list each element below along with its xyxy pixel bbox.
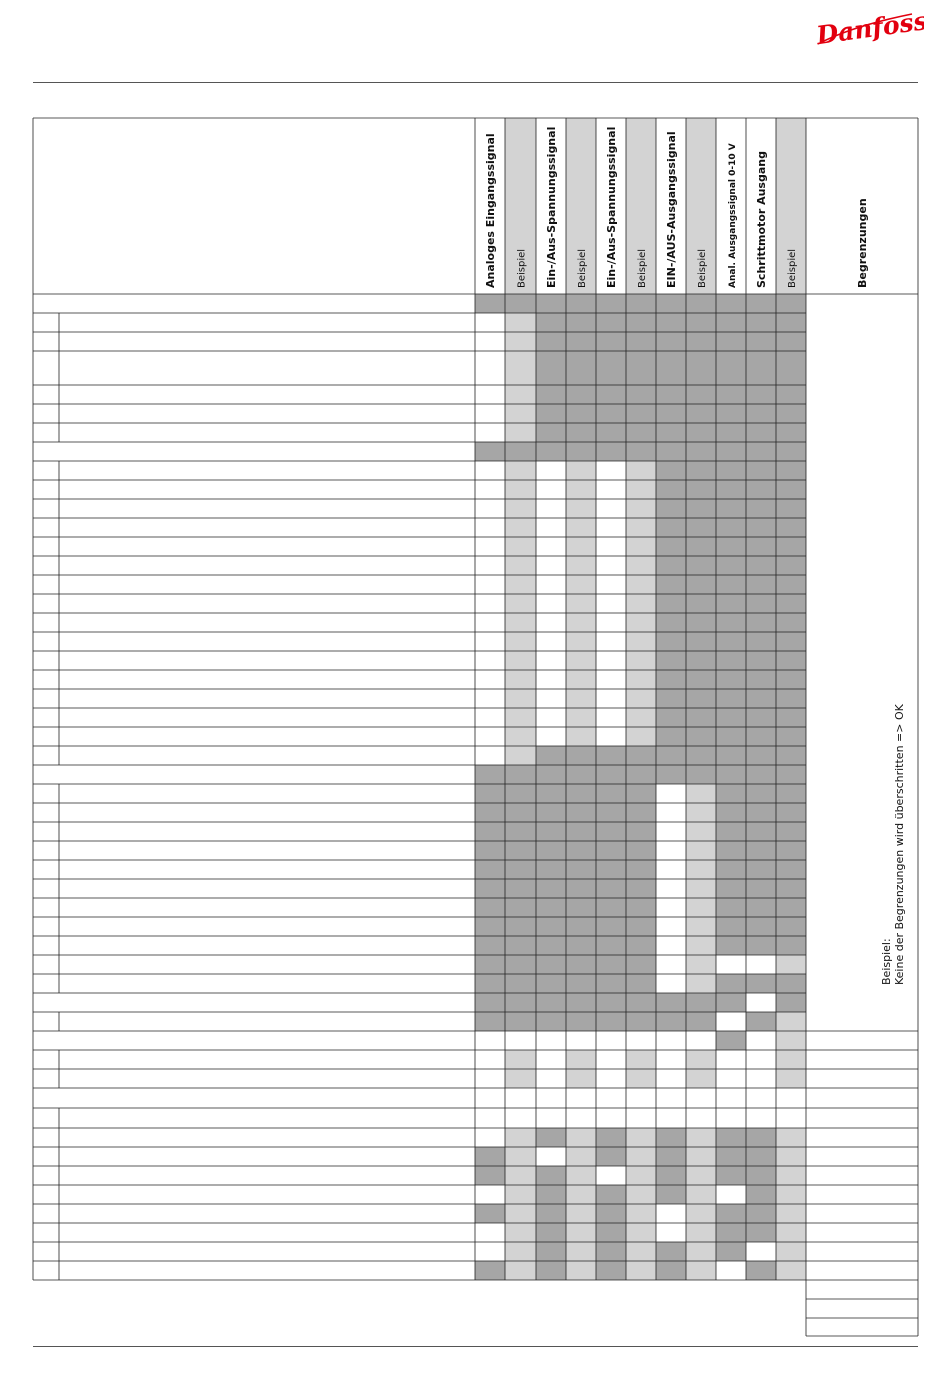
example-cell bbox=[626, 499, 656, 518]
example-cell bbox=[505, 689, 536, 708]
matrix-cell bbox=[505, 1166, 536, 1185]
example-cell bbox=[566, 461, 596, 480]
example-cell bbox=[566, 708, 596, 727]
shaded-region bbox=[656, 442, 806, 765]
example-cell bbox=[686, 860, 716, 879]
example-cell bbox=[505, 575, 536, 594]
column-header-1: Analoges Eingangssignal bbox=[484, 133, 497, 288]
matrix-cell bbox=[475, 1242, 505, 1261]
example-cell bbox=[686, 974, 716, 993]
example-cell bbox=[505, 746, 536, 765]
matrix-cell bbox=[686, 1261, 716, 1280]
example-cell bbox=[505, 594, 536, 613]
matrix-cell bbox=[776, 1185, 806, 1204]
example-cell bbox=[686, 898, 716, 917]
matrix-cell bbox=[626, 1147, 656, 1166]
matrix-cell bbox=[505, 1242, 536, 1261]
example-cell bbox=[686, 1050, 716, 1069]
example-cell bbox=[686, 936, 716, 955]
matrix-cell bbox=[536, 1128, 566, 1147]
column-header-11: Beispiel bbox=[787, 248, 798, 288]
example-cell bbox=[566, 499, 596, 518]
example-cell bbox=[626, 689, 656, 708]
example-cell bbox=[566, 632, 596, 651]
matrix-cell bbox=[626, 1166, 656, 1185]
matrix-cell bbox=[656, 1261, 686, 1280]
matrix-cell bbox=[596, 1204, 626, 1223]
matrix-cell bbox=[626, 1223, 656, 1242]
example-cell bbox=[686, 955, 716, 974]
column-header-6: Beispiel bbox=[637, 248, 648, 288]
column-header-3: Ein-/Aus-Spannungssignal bbox=[545, 126, 558, 288]
matrix-cell bbox=[776, 1147, 806, 1166]
matrix-cell bbox=[746, 1185, 776, 1204]
column-header-8: Beispiel bbox=[697, 248, 708, 288]
cell bbox=[716, 993, 746, 1012]
matrix-cell bbox=[596, 1185, 626, 1204]
example-cell bbox=[626, 461, 656, 480]
cell bbox=[746, 1031, 776, 1050]
example-cell bbox=[566, 670, 596, 689]
matrix-cell bbox=[536, 1185, 566, 1204]
example-cell bbox=[505, 613, 536, 632]
example-cell bbox=[626, 632, 656, 651]
matrix-cell bbox=[475, 1128, 505, 1147]
matrix-cell bbox=[596, 1223, 626, 1242]
matrix-cell bbox=[566, 1147, 596, 1166]
matrix-cell bbox=[505, 1185, 536, 1204]
matrix-cell bbox=[686, 1166, 716, 1185]
example-cell bbox=[626, 575, 656, 594]
example-cell bbox=[566, 651, 596, 670]
cell bbox=[776, 993, 806, 1012]
matrix-cell bbox=[746, 1204, 776, 1223]
column-header-9: Anal. Ausgangssignal 0-10 V bbox=[728, 143, 738, 288]
logo-text: Danfoss bbox=[814, 6, 924, 50]
cell bbox=[776, 1031, 806, 1050]
matrix-cell bbox=[716, 1223, 746, 1242]
example-cell bbox=[566, 594, 596, 613]
example-cell bbox=[505, 423, 536, 442]
example-cell bbox=[566, 575, 596, 594]
matrix-cell bbox=[566, 1128, 596, 1147]
example-cell bbox=[505, 556, 536, 575]
matrix-cell bbox=[716, 1128, 746, 1147]
matrix-cell bbox=[505, 1128, 536, 1147]
column-header-2: Beispiel bbox=[516, 248, 528, 288]
matrix-cell bbox=[686, 1185, 716, 1204]
matrix-cell bbox=[566, 1166, 596, 1185]
example-cell bbox=[505, 708, 536, 727]
matrix-cell bbox=[626, 1185, 656, 1204]
matrix-cell bbox=[686, 1128, 716, 1147]
matrix-cell bbox=[776, 1128, 806, 1147]
example-cell bbox=[505, 480, 536, 499]
matrix-cell bbox=[656, 1242, 686, 1261]
example-cell bbox=[626, 480, 656, 499]
matrix-cell bbox=[505, 1261, 536, 1280]
example-cell bbox=[686, 803, 716, 822]
column-header-10: Schrittmotor Ausgang bbox=[755, 151, 768, 288]
matrix-cell bbox=[656, 1204, 686, 1223]
matrix-cell bbox=[716, 1185, 746, 1204]
example-cell bbox=[626, 537, 656, 556]
matrix-cell bbox=[536, 1261, 566, 1280]
matrix-cell bbox=[746, 1261, 776, 1280]
column-header-5: Ein-/Aus-Spannungssignal bbox=[605, 126, 618, 288]
example-cell bbox=[686, 822, 716, 841]
matrix-cell bbox=[566, 1223, 596, 1242]
example-cell bbox=[566, 1069, 596, 1088]
matrix-cell bbox=[626, 1242, 656, 1261]
example-cell bbox=[686, 1069, 716, 1088]
matrix-cell bbox=[566, 1261, 596, 1280]
example-cell bbox=[566, 537, 596, 556]
cell bbox=[776, 955, 806, 974]
matrix-cell bbox=[566, 1204, 596, 1223]
matrix-cell bbox=[776, 1261, 806, 1280]
shaded-region bbox=[536, 294, 806, 442]
matrix-cell bbox=[536, 1147, 566, 1166]
example-cell bbox=[505, 537, 536, 556]
example-cell bbox=[776, 1050, 806, 1069]
matrix-cell bbox=[566, 1242, 596, 1261]
example-cell bbox=[686, 879, 716, 898]
shaded-region bbox=[475, 1031, 716, 1050]
matrix-cell bbox=[626, 1261, 656, 1280]
matrix-cell bbox=[626, 1128, 656, 1147]
matrix-cell bbox=[686, 1204, 716, 1223]
limits-note bbox=[880, 703, 906, 985]
example-cell bbox=[505, 632, 536, 651]
example-cell bbox=[505, 518, 536, 537]
example-cell bbox=[626, 727, 656, 746]
matrix-cell bbox=[686, 1147, 716, 1166]
example-cell bbox=[626, 594, 656, 613]
matrix-cell bbox=[536, 1204, 566, 1223]
column-header-4: Beispiel bbox=[577, 248, 588, 288]
example-cell bbox=[686, 784, 716, 803]
example-cell bbox=[566, 1050, 596, 1069]
matrix-cell bbox=[475, 1147, 505, 1166]
matrix-cell bbox=[746, 1166, 776, 1185]
matrix-cell bbox=[596, 1242, 626, 1261]
example-cell bbox=[626, 613, 656, 632]
matrix-cell bbox=[746, 1223, 776, 1242]
example-cell bbox=[686, 841, 716, 860]
example-cell bbox=[566, 727, 596, 746]
example-cell bbox=[505, 651, 536, 670]
matrix-cell bbox=[686, 1223, 716, 1242]
matrix-cell bbox=[505, 1223, 536, 1242]
example-cell bbox=[505, 461, 536, 480]
example-cell bbox=[626, 556, 656, 575]
example-cell bbox=[626, 670, 656, 689]
shaded-region bbox=[716, 765, 806, 974]
matrix-cell bbox=[656, 1166, 686, 1185]
example-cell bbox=[626, 1069, 656, 1088]
matrix-cell bbox=[505, 1204, 536, 1223]
matrix-cell bbox=[776, 1223, 806, 1242]
matrix-cell bbox=[596, 1128, 626, 1147]
cell bbox=[716, 1031, 746, 1050]
example-cell bbox=[776, 1069, 806, 1088]
example-cell bbox=[505, 313, 536, 332]
cell bbox=[716, 1012, 746, 1031]
matrix-cell bbox=[596, 1261, 626, 1280]
limits-note-line2: Keine der Begrenzungen wird überschritten => OK bbox=[893, 704, 906, 985]
matrix-cell bbox=[475, 1204, 505, 1223]
matrix-cell bbox=[536, 1166, 566, 1185]
shaded-region bbox=[475, 442, 656, 461]
column-header-7: EIN-/AUS-Ausgangssignal bbox=[665, 131, 678, 288]
matrix-cell bbox=[656, 1185, 686, 1204]
shaded-region bbox=[475, 294, 536, 313]
matrix-cell bbox=[475, 1185, 505, 1204]
matrix-cell bbox=[746, 1128, 776, 1147]
example-cell bbox=[505, 1069, 536, 1088]
example-cell bbox=[505, 404, 536, 423]
matrix-cell bbox=[746, 1147, 776, 1166]
example-cell bbox=[505, 499, 536, 518]
matrix-cell bbox=[716, 1261, 746, 1280]
matrix-cell bbox=[746, 1242, 776, 1261]
example-cell bbox=[566, 480, 596, 499]
matrix-cell bbox=[656, 1147, 686, 1166]
matrix-cell bbox=[716, 1204, 746, 1223]
limits-header: Begrenzungen bbox=[856, 198, 869, 288]
matrix-cell bbox=[475, 1166, 505, 1185]
matrix-cell bbox=[776, 1242, 806, 1261]
matrix-cell bbox=[566, 1185, 596, 1204]
example-cell bbox=[505, 332, 536, 351]
example-cell bbox=[505, 670, 536, 689]
shaded-region bbox=[716, 974, 806, 993]
example-cell bbox=[626, 518, 656, 537]
matrix-cell bbox=[656, 1223, 686, 1242]
matrix-cell bbox=[776, 1166, 806, 1185]
example-cell bbox=[626, 708, 656, 727]
matrix-cell bbox=[656, 1128, 686, 1147]
cell bbox=[746, 1012, 776, 1031]
cell bbox=[776, 1012, 806, 1031]
matrix-cell bbox=[475, 1261, 505, 1280]
matrix-cell bbox=[776, 1204, 806, 1223]
example-cell bbox=[686, 917, 716, 936]
example-cell bbox=[505, 1050, 536, 1069]
cell bbox=[746, 993, 776, 1012]
matrix-cell bbox=[686, 1242, 716, 1261]
matrix-cell bbox=[505, 1147, 536, 1166]
matrix-cell bbox=[716, 1242, 746, 1261]
matrix-cell bbox=[536, 1223, 566, 1242]
matrix-cell bbox=[596, 1166, 626, 1185]
matrix-cell bbox=[626, 1204, 656, 1223]
matrix-cell bbox=[596, 1147, 626, 1166]
example-cell bbox=[505, 351, 536, 385]
example-cell bbox=[566, 556, 596, 575]
example-cell bbox=[566, 518, 596, 537]
example-cell bbox=[505, 385, 536, 404]
example-cell bbox=[626, 1050, 656, 1069]
example-cell bbox=[505, 727, 536, 746]
example-cell bbox=[626, 651, 656, 670]
limits-note-line1: Beispiel: bbox=[880, 938, 893, 985]
example-cell bbox=[566, 613, 596, 632]
matrix-cell bbox=[536, 1242, 566, 1261]
matrix-cell bbox=[716, 1166, 746, 1185]
matrix-cell bbox=[475, 1223, 505, 1242]
matrix-cell bbox=[716, 1147, 746, 1166]
example-cell bbox=[566, 689, 596, 708]
